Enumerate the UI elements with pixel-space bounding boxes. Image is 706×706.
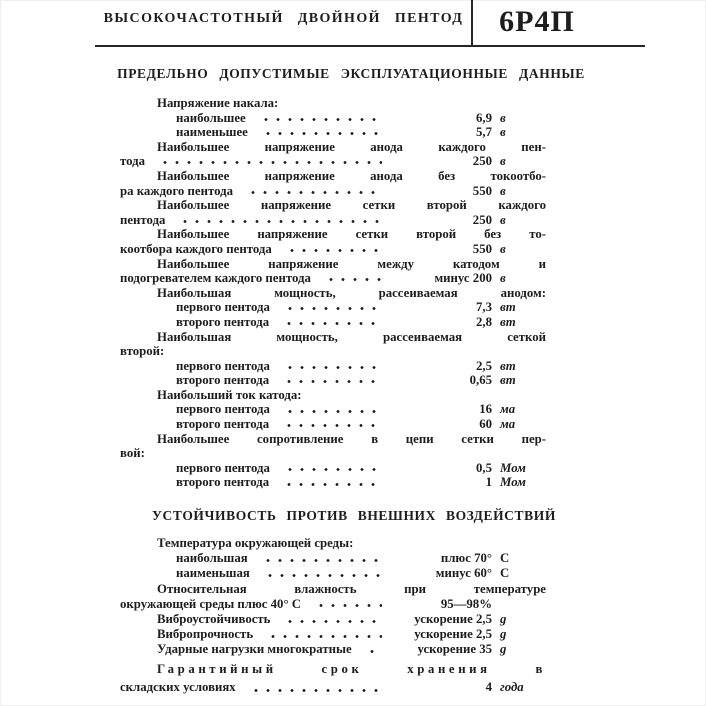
tube-designation: 6Р4П [499, 5, 575, 38]
spec-row [120, 475, 546, 490]
spec-row [120, 257, 546, 272]
spec-label: второго пентода [176, 314, 270, 329]
spec-label: Наибольший ток катода: [157, 387, 302, 402]
dot-leader [262, 566, 382, 581]
dot-leader [281, 373, 382, 388]
spec-unit: в [500, 241, 506, 256]
spec-label: второго пентода [176, 373, 270, 388]
spec-unit: года [500, 679, 524, 694]
spec-unit: в [500, 183, 506, 198]
spec-label: Гарантийный срок хранения в [157, 662, 546, 676]
spec-unit: C [500, 566, 510, 581]
dot-leader [248, 679, 382, 697]
spec-value: 0,5 [476, 460, 492, 475]
spec-label: Наибольшее напряжение сетки второй каждого [157, 198, 546, 213]
spec-label: наименьшее [176, 125, 248, 140]
spec-row [120, 402, 546, 417]
spec-label: пентода [120, 212, 166, 227]
stability-section-title: УСТОЙЧИВОСТЬ ПРОТИВ ВНЕШНИХ ВОЗДЕЙСТВИЙ [152, 508, 556, 523]
dot-leader [281, 315, 382, 330]
spec-label: ра каждого пентода [120, 183, 233, 198]
spec-unit: g [500, 642, 507, 657]
spec-unit: в [500, 271, 506, 286]
dot-leader [284, 242, 382, 257]
spec-row [120, 679, 546, 697]
spec-value: 95—98% [440, 596, 492, 611]
limits-section-title: ПРЕДЕЛЬНО ДОПУСТИМЫЕ ЭКСПЛУАТАЦИОННЫЕ ДАННЫЕ [117, 66, 585, 81]
spec-label: Напряжение накала: [157, 96, 279, 110]
spec-row [120, 154, 546, 169]
spec-unit: Мом [500, 475, 526, 490]
spec-label: складских условиях [120, 679, 236, 694]
spec-value: 6,9 [476, 110, 492, 125]
spec-label: Наибольшая мощность, рассеиваемая анодом: [157, 285, 546, 300]
spec-value: 0,65 [469, 373, 492, 388]
spec-label: Виброустойчивость [157, 611, 271, 626]
spec-unit: C [500, 551, 510, 566]
dot-leader [282, 612, 382, 627]
spec-value: 5,7 [476, 125, 492, 140]
dot-leader [281, 475, 382, 490]
spec-label: второго пентода [176, 417, 270, 432]
spec-unit: g [500, 627, 507, 642]
spec-label: подогревателем каждого пентода [120, 271, 311, 286]
dot-leader [245, 184, 382, 199]
spec-label: наибольшее [176, 110, 246, 125]
spec-unit [492, 597, 546, 612]
spec-unit: в [500, 154, 506, 169]
spec-row [120, 597, 546, 612]
spec-row [120, 96, 546, 111]
spec-row [120, 271, 546, 286]
spec-value: 550 [472, 241, 492, 256]
spec-value: минус 200 [434, 271, 492, 286]
spec-unit: вт [500, 300, 516, 315]
dot-leader [157, 154, 382, 169]
spec-value: 1 [485, 475, 492, 490]
dot-leader [282, 402, 382, 417]
spec-label: Наибольшее напряжение сетки второй без то- [157, 227, 546, 242]
dot-leader [260, 125, 382, 140]
header-vertical-divider [471, 0, 473, 46]
page-title: ВЫСОКОЧАСТОТНЫЙ ДВОЙНОЙ ПЕНТОД [103, 11, 464, 26]
spec-row [120, 566, 546, 581]
spec-row [120, 315, 546, 330]
spec-label: Вибропрочность [157, 627, 254, 642]
dot-leader [282, 300, 382, 315]
spec-label: первого пентода [176, 402, 270, 417]
spec-value: 2,5 [476, 358, 492, 373]
spec-row [120, 432, 546, 447]
dot-leader [364, 642, 382, 657]
spec-row [120, 213, 546, 228]
spec-row [120, 286, 546, 301]
spec-value: ускорение 2,5 [414, 627, 492, 642]
spec-row [120, 169, 546, 184]
spec-row [120, 388, 546, 403]
spec-row [120, 661, 546, 679]
spec-unit: вт [500, 358, 516, 373]
spec-row [120, 417, 546, 432]
spec-row [120, 642, 546, 657]
spec-row [120, 612, 546, 627]
spec-value: 250 [472, 154, 492, 169]
spec-row [120, 330, 546, 345]
spec-label: первого пентода [176, 358, 270, 373]
spec-label: Ударные нагрузки многократные [157, 642, 352, 657]
dot-leader [282, 359, 382, 374]
spec-label: Наибольшее сопротивление в цепи сетки пер- [157, 431, 546, 446]
spec-value: ускорение 35 [417, 642, 492, 657]
spec-label: тода [120, 154, 146, 169]
spec-label: наименьшая [176, 566, 250, 581]
spec-label: Наибольшее напряжение между катодом и [157, 256, 546, 271]
spec-label: второй: [120, 344, 165, 359]
spec-row [120, 461, 546, 476]
spec-value: 4 [485, 679, 492, 694]
spec-label: Наибольшая мощность, рассеиваемая сеткой [157, 329, 546, 344]
spec-row [120, 300, 546, 315]
spec-row [120, 551, 546, 566]
spec-value: минус 60° [435, 566, 492, 581]
spec-unit: ма [500, 417, 516, 432]
header-rule [95, 45, 645, 47]
spec-label: окружающей среды плюс 40° C [120, 596, 301, 611]
spec-value: 550 [472, 183, 492, 198]
spec-label: коотбора каждого пентода [120, 241, 272, 256]
spec-value: ускорение 2,5 [414, 611, 492, 626]
spec-row [120, 242, 546, 257]
spec-row [120, 344, 546, 359]
spec-value: 7,3 [476, 300, 492, 315]
limits-spec-list [120, 96, 546, 490]
spec-label: вой: [120, 446, 145, 461]
spec-row [120, 140, 546, 155]
spec-unit: вт [500, 373, 516, 388]
spec-row [120, 582, 546, 597]
dot-leader [258, 111, 382, 126]
dot-leader [281, 417, 382, 432]
spec-row [120, 227, 546, 242]
dot-leader [323, 271, 382, 286]
spec-unit: g [500, 611, 507, 626]
dot-leader [177, 213, 382, 228]
spec-label: первого пентода [176, 460, 270, 475]
spec-value: 250 [472, 212, 492, 227]
dot-leader [260, 551, 382, 566]
spec-row [120, 111, 546, 126]
spec-value: 2,8 [476, 314, 492, 329]
spec-unit: ма [500, 402, 516, 417]
spec-label: Относительная влажность при температуре [157, 581, 546, 596]
stability-spec-list [120, 536, 546, 658]
dot-leader [265, 627, 382, 642]
spec-label: наибольшая [176, 551, 248, 566]
spec-row [120, 373, 546, 388]
spec-unit: в [500, 110, 506, 125]
spec-value: 60 [479, 417, 492, 432]
spec-label: первого пентода [176, 300, 270, 315]
spec-unit: вт [500, 314, 516, 329]
spec-unit: в [500, 125, 506, 140]
warranty-spec-list [120, 661, 546, 696]
spec-row [120, 359, 546, 374]
spec-label: Температура окружающей среды: [157, 536, 354, 550]
spec-row [120, 198, 546, 213]
spec-row [120, 627, 546, 642]
spec-row [120, 184, 546, 199]
spec-row [120, 536, 546, 551]
dot-leader [313, 597, 382, 612]
dot-leader [282, 461, 382, 476]
spec-row [120, 446, 546, 461]
spec-unit: Мом [500, 460, 526, 475]
spec-label: Наибольшее напряжение анода без токоотбо- [157, 168, 546, 183]
spec-value: плюс 70° [440, 551, 492, 566]
spec-label: второго пентода [176, 475, 270, 490]
spec-label: Наибольшее напряжение анода каждого пен- [157, 139, 546, 154]
spec-row [120, 125, 546, 140]
spec-value: 16 [479, 402, 492, 417]
spec-unit: в [500, 212, 506, 227]
